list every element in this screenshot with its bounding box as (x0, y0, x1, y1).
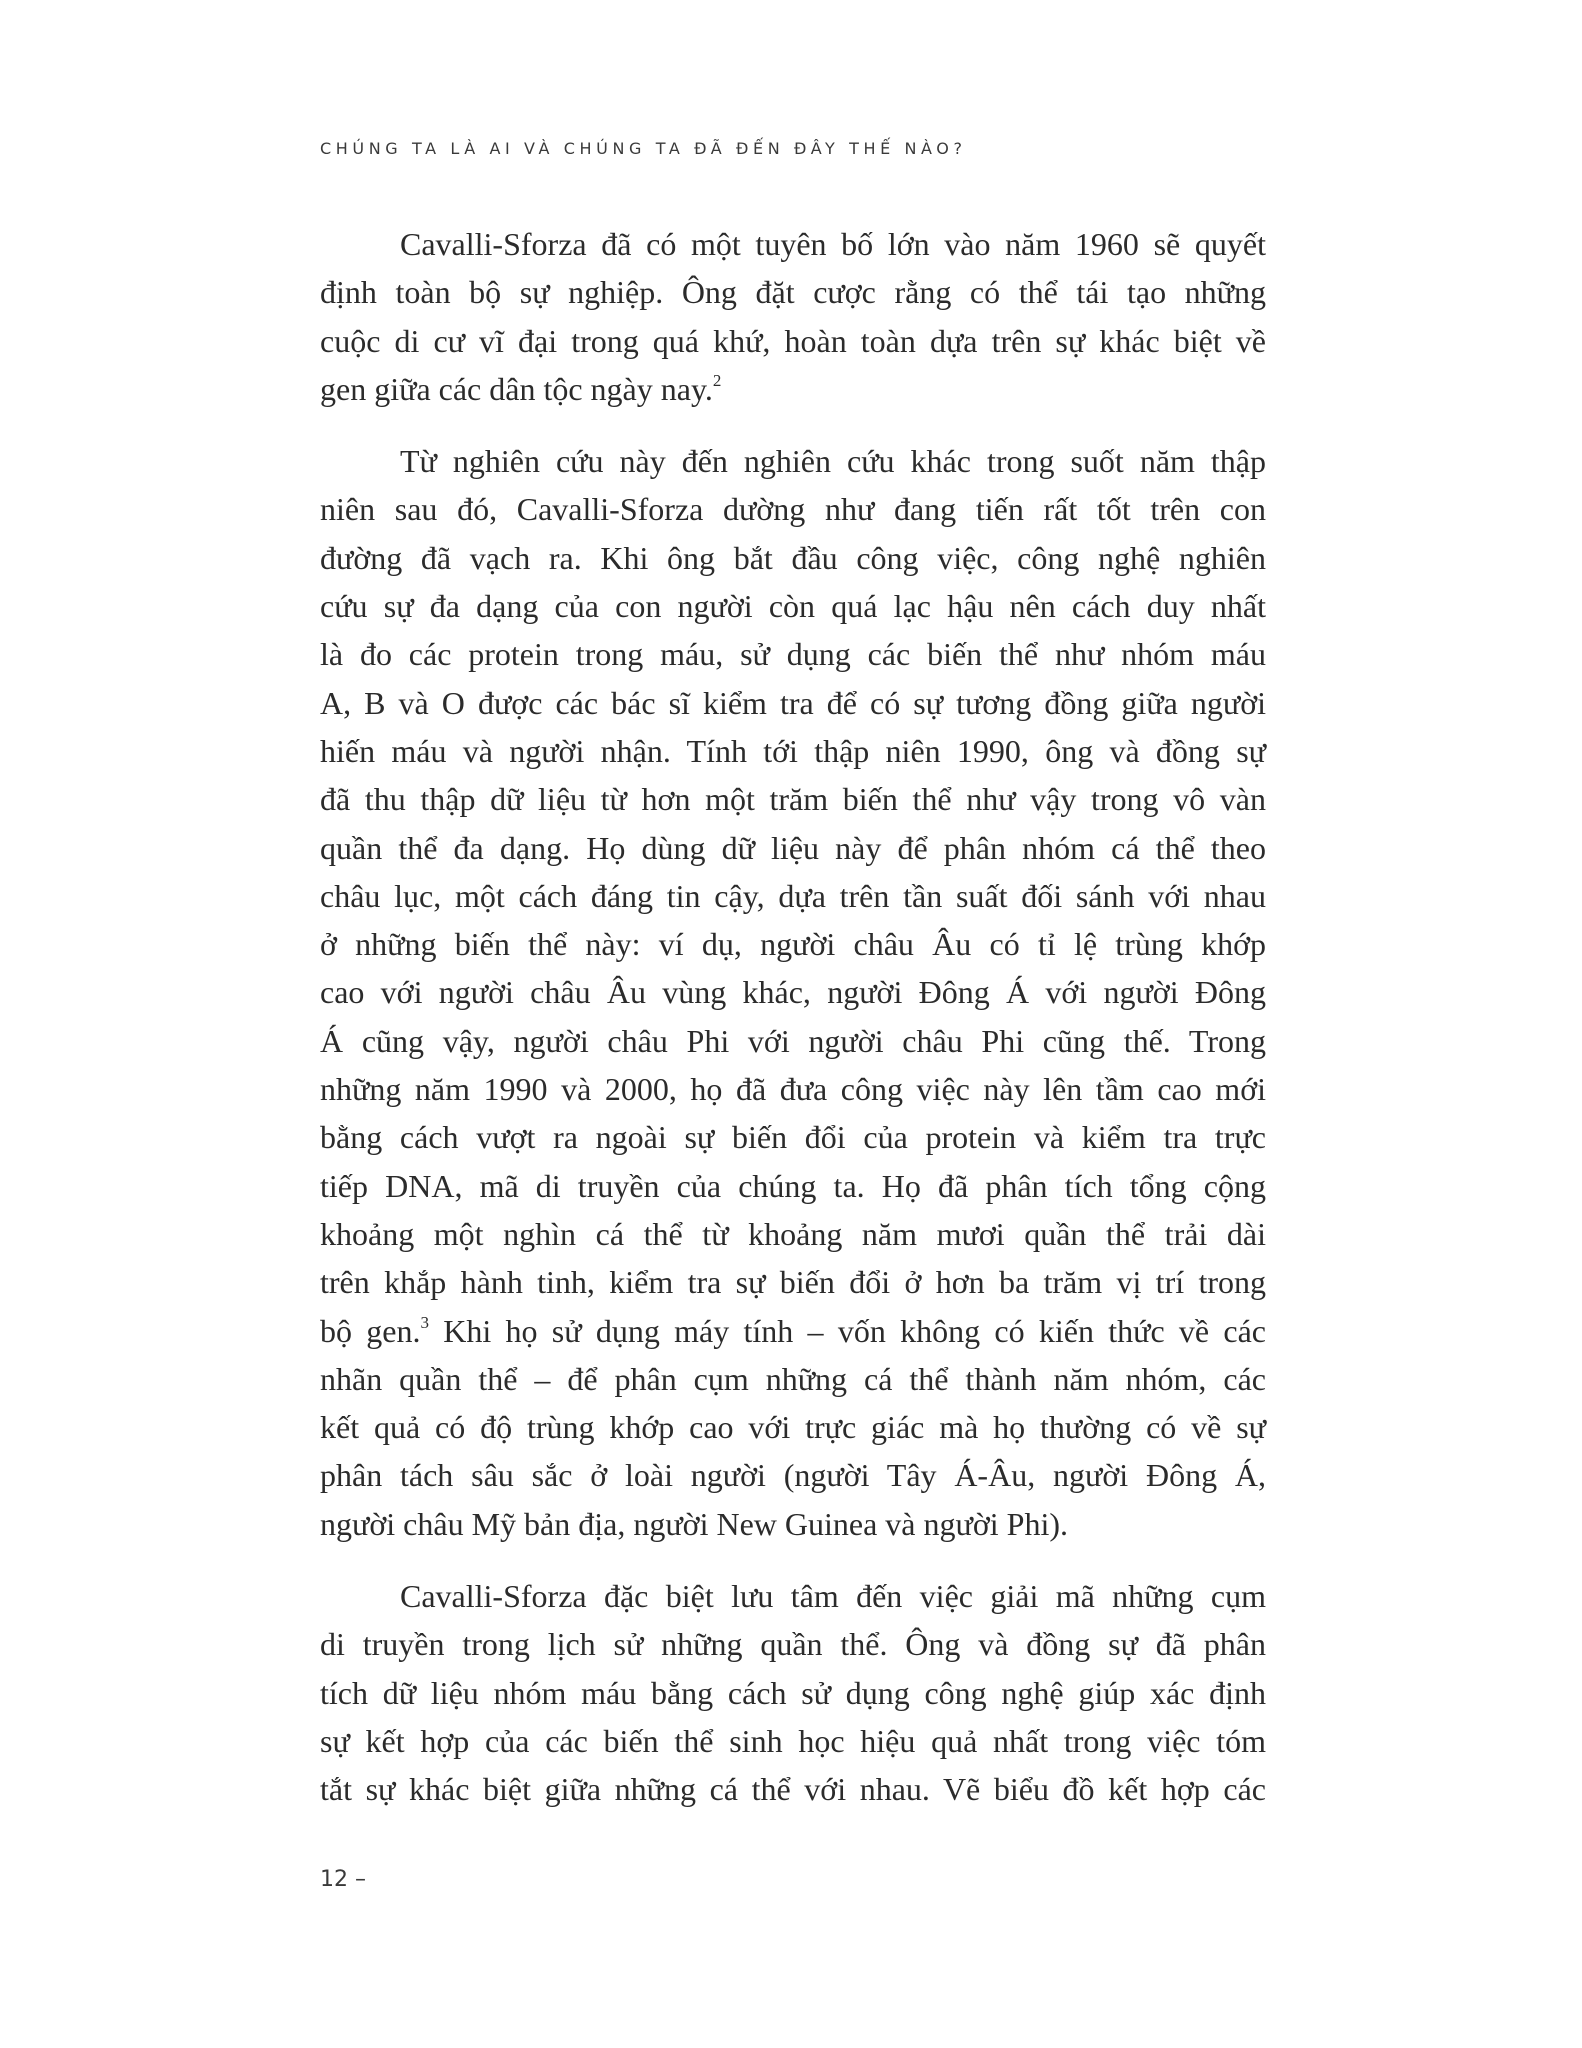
text-line: người châu Mỹ bản địa, người New Guinea và người Phi). (320, 1505, 1068, 1542)
text-line: cuộc di cư vĩ đại trong quá khứ, hoàn toàn dựa trên sự khác biệt về (320, 322, 1266, 359)
paragraph-3 (320, 1572, 1266, 1813)
text-line: nhãn quần thể – để phân cụm những cá thể thành năm nhóm, các (320, 1360, 1266, 1397)
text-segment: gen giữa các dân tộc ngày nay. (320, 370, 713, 407)
text-line: tắt sự khác biệt giữa những cá thể với nhau. Vẽ biểu đồ kết hợp các (320, 1771, 1266, 1808)
text-line: đường đã vạch ra. Khi ông bắt đầu công việc, công nghệ nghiên (320, 539, 1266, 576)
text-line: khoảng một nghìn cá thể từ khoảng năm mươi quần thể trải dài (320, 1215, 1266, 1252)
text-line (320, 365, 1266, 413)
text-line: phân tách sâu sắc ở loài người (người Tây Á-Âu, người Đông Á, (320, 1457, 1266, 1494)
text-line: A, B và O được các bác sĩ kiểm tra để có sự tương đồng giữa người (320, 684, 1266, 721)
page-number: 12 – (320, 1867, 366, 1892)
text-line (320, 1307, 1266, 1355)
footnote-ref[interactable]: 3 (420, 1312, 429, 1332)
text-line: là đo các protein trong máu, sử dụng các biến thể như nhóm máu (320, 636, 1266, 673)
text-line: sự kết hợp của các biến thể sinh học hiệu quả nhất trong việc tóm (320, 1722, 1266, 1759)
text-line: tiếp DNA, mã di truyền của chúng ta. Họ đã phân tích tổng cộng (320, 1167, 1266, 1204)
text-line: quần thể đa dạng. Họ dùng dữ liệu này để phân nhóm cá thể theo (320, 829, 1266, 866)
text-segment: Khi họ sử dụng máy tính – vốn không có kiến thức về các (428, 1312, 1267, 1349)
text-line: tích dữ liệu nhóm máu bằng cách sử dụng công nghệ giúp xác định (320, 1674, 1266, 1711)
text-line: bằng cách vượt ra ngoài sự biến đổi của protein và kiểm tra trực (320, 1119, 1266, 1156)
text-line: Từ nghiên cứu này đến nghiên cứu khác trong suốt năm thập (400, 443, 1266, 480)
text-line: di truyền trong lịch sử những quần thể. Ông và đồng sự đã phân (320, 1626, 1266, 1663)
text-line: cao với người châu Âu vùng khác, người Đông Á với người Đông (320, 974, 1266, 1011)
text-segment: bộ gen. (320, 1312, 421, 1349)
body-text (320, 220, 1266, 1838)
text-line: những năm 1990 và 2000, họ đã đưa công việc này lên tầm cao mới (320, 1071, 1266, 1108)
paragraph-2 (320, 437, 1266, 1548)
text-line: Á cũng vậy, người châu Phi với người châu Phi cũng thế. Trong (320, 1022, 1266, 1059)
text-line: đã thu thập dữ liệu từ hơn một trăm biến thể như vậy trong vô vàn (320, 781, 1266, 818)
text-line: định toàn bộ sự nghiệp. Ông đặt cược rằng có thể tái tạo những (320, 274, 1266, 311)
text-line: Cavalli-Sforza đặc biệt lưu tâm đến việc giải mã những cụm (400, 1578, 1266, 1615)
text-line: ở những biến thể này: ví dụ, người châu Âu có tỉ lệ trùng khớp (320, 926, 1266, 963)
text-line: trên khắp hành tinh, kiểm tra sự biến đổi ở hơn ba trăm vị trí trong (320, 1264, 1266, 1301)
text-line: hiến máu và người nhận. Tính tới thập niên 1990, ông và đồng sự (320, 732, 1266, 769)
text-line: niên sau đó, Cavalli-Sforza dường như đang tiến rất tốt trên con (320, 491, 1266, 528)
text-line: cứu sự đa dạng của con người còn quá lạc hậu nên cách duy nhất (320, 588, 1266, 625)
footnote-ref[interactable]: 2 (712, 371, 722, 391)
text-line: Cavalli-Sforza đã có một tuyên bố lớn vào năm 1960 sẽ quyết (400, 226, 1266, 262)
running-head-title: CHÚNG TA LÀ AI VÀ CHÚNG TA ĐÃ ĐẾN ĐÂY THẾ NÀO? (320, 139, 967, 158)
paragraph-1 (320, 220, 1266, 413)
text-line: châu lục, một cách đáng tin cậy, dựa trên tần suất đối sánh với nhau (320, 877, 1266, 914)
text-line: kết quả có độ trùng khớp cao với trực giác mà họ thường có về sự (320, 1409, 1266, 1446)
